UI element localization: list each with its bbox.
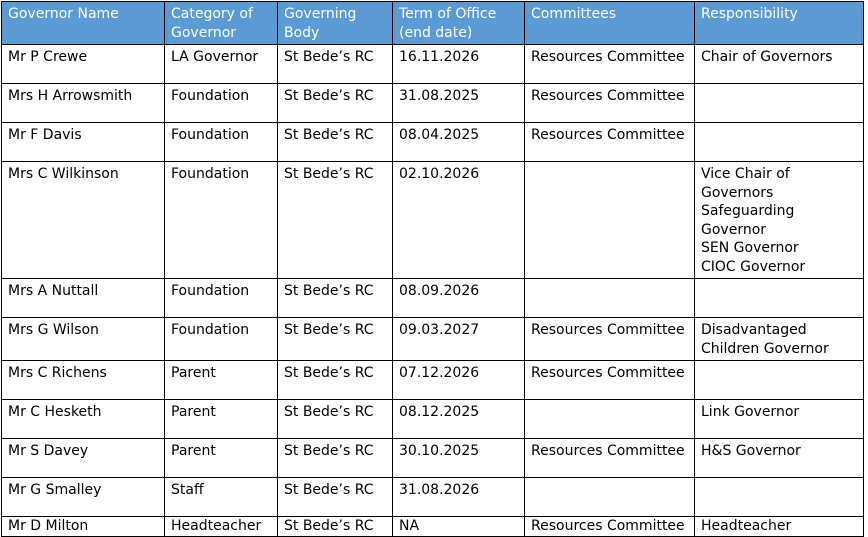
cell-term-end-date: 02.10.2026 xyxy=(393,162,525,279)
cell-category: Foundation xyxy=(165,318,278,361)
cell-term-end-date: 09.03.2027 xyxy=(393,318,525,361)
header-responsibility: Responsibility xyxy=(695,2,864,45)
cell-term-end-date: 08.09.2026 xyxy=(393,279,525,318)
table-row xyxy=(2,84,864,123)
table-row xyxy=(2,162,864,279)
cell-committees: Resources Committee xyxy=(525,123,695,162)
cell-responsibility xyxy=(695,478,864,517)
table-row xyxy=(2,478,864,517)
cell-governor-name: Mrs A Nuttall xyxy=(2,279,165,318)
cell-committees: Resources Committee xyxy=(525,439,695,478)
table-row xyxy=(2,400,864,439)
table-row xyxy=(2,45,864,84)
cell-governing-body: St Bede’s RC xyxy=(278,162,393,279)
cell-responsibility xyxy=(695,279,864,318)
cell-governing-body: St Bede’s RC xyxy=(278,318,393,361)
cell-governor-name: Mr C Hesketh xyxy=(2,400,165,439)
cell-category: Foundation xyxy=(165,279,278,318)
cell-responsibility: Disadvantaged Children Governor xyxy=(695,318,864,361)
cell-governor-name: Mr D Milton xyxy=(2,517,165,537)
cell-governing-body: St Bede’s RC xyxy=(278,45,393,84)
cell-term-end-date: 08.12.2025 xyxy=(393,400,525,439)
table-row xyxy=(2,318,864,361)
cell-responsibility: H&S Governor xyxy=(695,439,864,478)
cell-governor-name: Mrs C Richens xyxy=(2,361,165,400)
cell-term-end-date: 31.08.2026 xyxy=(393,478,525,517)
cell-responsibility: Link Governor xyxy=(695,400,864,439)
cell-governing-body: St Bede’s RC xyxy=(278,400,393,439)
header-category: Category of Governor xyxy=(165,2,278,45)
cell-governor-name: Mrs H Arrowsmith xyxy=(2,84,165,123)
cell-committees: Resources Committee xyxy=(525,517,695,537)
cell-responsibility xyxy=(695,123,864,162)
cell-responsibility: Headteacher xyxy=(695,517,864,537)
cell-governing-body: St Bede’s RC xyxy=(278,439,393,478)
table-row xyxy=(2,279,864,318)
cell-committees xyxy=(525,400,695,439)
cell-governing-body: St Bede’s RC xyxy=(278,517,393,537)
cell-responsibility: Chair of Governors xyxy=(695,45,864,84)
cell-committees xyxy=(525,478,695,517)
cell-term-end-date: 30.10.2025 xyxy=(393,439,525,478)
table-row xyxy=(2,517,864,537)
cell-governing-body: St Bede’s RC xyxy=(278,279,393,318)
cell-category: Parent xyxy=(165,361,278,400)
header-term-of-office: Term of Office (end date) xyxy=(393,2,525,45)
cell-category: Foundation xyxy=(165,162,278,279)
cell-category: Headteacher xyxy=(165,517,278,537)
cell-governing-body: St Bede’s RC xyxy=(278,478,393,517)
header-governor-name: Governor Name xyxy=(2,2,165,45)
cell-governor-name: Mr S Davey xyxy=(2,439,165,478)
cell-term-end-date: 08.04.2025 xyxy=(393,123,525,162)
cell-governor-name: Mrs G Wilson xyxy=(2,318,165,361)
cell-committees: Resources Committee xyxy=(525,361,695,400)
cell-governor-name: Mrs C Wilkinson xyxy=(2,162,165,279)
cell-governor-name: Mr G Smalley xyxy=(2,478,165,517)
header-governing-body: Governing Body xyxy=(278,2,393,45)
cell-committees: Resources Committee xyxy=(525,84,695,123)
cell-governing-body: St Bede’s RC xyxy=(278,361,393,400)
cell-category: LA Governor xyxy=(165,45,278,84)
cell-committees xyxy=(525,162,695,279)
cell-governor-name: Mr F Davis xyxy=(2,123,165,162)
cell-responsibility xyxy=(695,84,864,123)
cell-category: Foundation xyxy=(165,123,278,162)
table-row xyxy=(2,123,864,162)
cell-term-end-date: 16.11.2026 xyxy=(393,45,525,84)
governors-table xyxy=(1,1,864,537)
cell-responsibility: Vice Chair of Governors Safeguarding Governor SEN Governor CIOC Governor xyxy=(695,162,864,279)
cell-term-end-date: 31.08.2025 xyxy=(393,84,525,123)
table-row xyxy=(2,439,864,478)
table-row xyxy=(2,361,864,400)
cell-category: Parent xyxy=(165,400,278,439)
cell-governing-body: St Bede’s RC xyxy=(278,123,393,162)
cell-category: Foundation xyxy=(165,84,278,123)
cell-governing-body: St Bede’s RC xyxy=(278,84,393,123)
header-committees: Committees xyxy=(525,2,695,45)
cell-committees: Resources Committee xyxy=(525,45,695,84)
cell-responsibility xyxy=(695,361,864,400)
cell-committees xyxy=(525,279,695,318)
cell-category: Staff xyxy=(165,478,278,517)
cell-category: Parent xyxy=(165,439,278,478)
cell-governor-name: Mr P Crewe xyxy=(2,45,165,84)
cell-committees: Resources Committee xyxy=(525,318,695,361)
cell-term-end-date: 07.12.2026 xyxy=(393,361,525,400)
table-header-row xyxy=(2,2,864,45)
cell-term-end-date: NA xyxy=(393,517,525,537)
